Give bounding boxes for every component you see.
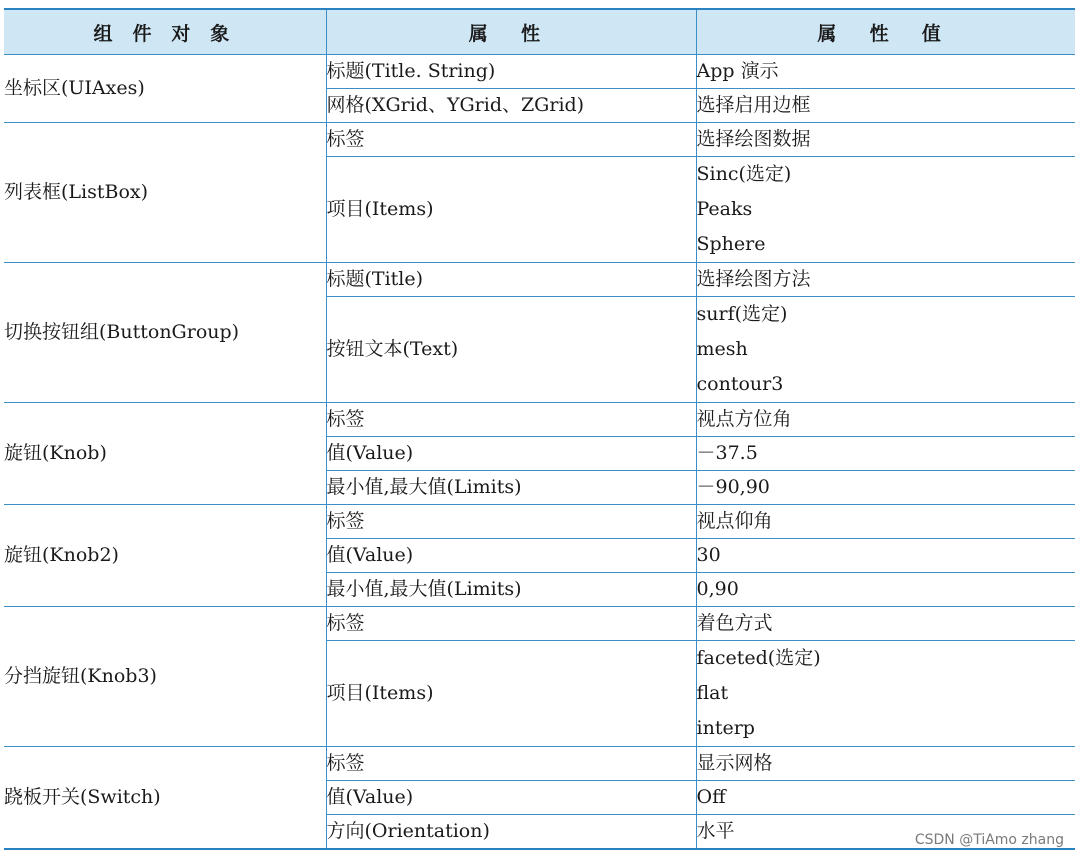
property-cell: 标题(Title. String) (326, 55, 696, 89)
value-cell: 选择绘图方法 (696, 263, 1075, 297)
property-cell: 方向(Orientation) (326, 815, 696, 850)
table-row (4, 747, 1075, 781)
property-cell: 按钮文本(Text) (326, 297, 696, 403)
value-cell: 选择绘图数据 (696, 123, 1075, 157)
component-object-cell: 切换按钮组(ButtonGroup) (4, 263, 326, 403)
property-cell: 标题(Title) (326, 263, 696, 297)
value-cell: App 演示 (696, 55, 1075, 89)
property-cell: 标签 (326, 123, 696, 157)
component-object-cell: 跷板开关(Switch) (4, 747, 326, 850)
header-property: 属 性 (326, 9, 696, 55)
property-cell: 网格(XGrid、YGrid、ZGrid) (326, 89, 696, 123)
value-cell: 0,90 (696, 573, 1075, 607)
table-row (4, 403, 1075, 437)
property-cell: 项目(Items) (326, 157, 696, 263)
header-object: 组 件 对 象 (4, 9, 326, 55)
value-cell: 显示网格 (696, 747, 1075, 781)
value-cell: 30 (696, 539, 1075, 573)
value-cell (696, 641, 1075, 747)
property-cell: 最小值,最大值(Limits) (326, 573, 696, 607)
value-cell: 视点方位角 (696, 403, 1075, 437)
property-cell: 标签 (326, 505, 696, 539)
table-row (4, 55, 1075, 89)
component-object-cell: 旋钮(Knob2) (4, 505, 326, 607)
value-item: mesh (696, 338, 748, 360)
value-item: surf(选定) (696, 303, 788, 325)
property-cell: 标签 (326, 403, 696, 437)
property-cell: 标签 (326, 747, 696, 781)
table-row (4, 263, 1075, 297)
property-cell: 最小值,最大值(Limits) (326, 471, 696, 505)
value-cell (696, 157, 1075, 263)
value-item: contour3 (696, 373, 784, 395)
property-cell: 项目(Items) (326, 641, 696, 747)
value-cell: 选择启用边框 (696, 89, 1075, 123)
property-cell: 值(Value) (326, 437, 696, 471)
table-row (4, 607, 1075, 641)
component-object-cell: 旋钮(Knob) (4, 403, 326, 505)
value-cell: －90,90 (696, 471, 1075, 505)
value-cell: 着色方式 (696, 607, 1075, 641)
value-cell: Off (696, 781, 1075, 815)
value-item: interp (696, 717, 755, 739)
value-item: faceted(选定) (696, 647, 821, 669)
table-body (4, 55, 1075, 850)
value-item: Sphere (696, 233, 766, 255)
component-property-table (4, 8, 1075, 850)
property-cell: 值(Value) (326, 781, 696, 815)
watermark: CSDN @TiAmo zhang (914, 832, 1064, 848)
value-cell: 水平 (696, 815, 1075, 850)
value-cell (696, 297, 1075, 403)
property-cell: 值(Value) (326, 539, 696, 573)
value-cell: －37.5 (696, 437, 1075, 471)
table-row (4, 123, 1075, 157)
value-item: Peaks (696, 198, 753, 220)
value-item: Sinc(选定) (696, 163, 792, 185)
table-header (4, 9, 1075, 55)
value-item: flat (696, 682, 729, 704)
component-object-cell: 坐标区(UIAxes) (4, 55, 326, 123)
table-row (4, 505, 1075, 539)
value-cell: 视点仰角 (696, 505, 1075, 539)
property-cell: 标签 (326, 607, 696, 641)
component-object-cell: 列表框(ListBox) (4, 123, 326, 263)
header-value: 属 性 值 (696, 9, 1075, 55)
component-object-cell: 分挡旋钮(Knob3) (4, 607, 326, 747)
